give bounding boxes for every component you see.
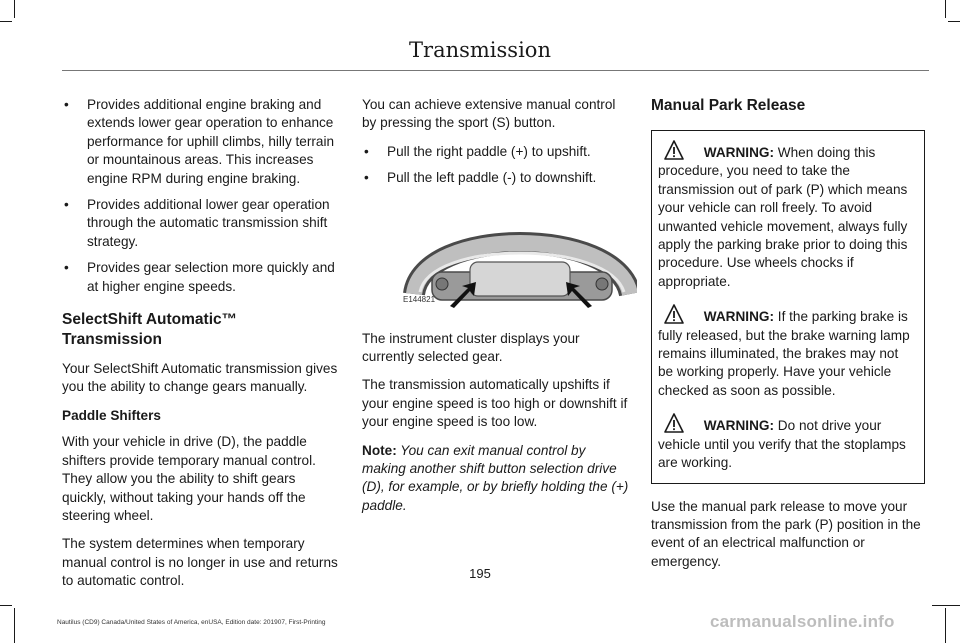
steering-wheel-figure <box>402 196 637 316</box>
figure-code: E144821 <box>403 295 436 305</box>
warning-triangle-icon <box>664 303 700 325</box>
warning-text: Do not drive your vehicle until you verify that the stoplamps are working. <box>658 418 906 471</box>
watermark: carmanualsonline.info <box>710 612 895 631</box>
list-item <box>62 196 338 251</box>
column-left <box>62 96 338 601</box>
warning-label: WARNING: <box>703 418 775 434</box>
page-number: 195 <box>469 566 491 581</box>
bullet-glyph: • <box>364 143 369 159</box>
paragraph: The transmission automatically upshifts if your engine speed is too high or downshift if your engine speed is too low. <box>362 377 628 430</box>
paragraph: Your SelectShift Automatic transmission gives you the ability to change gears manually. <box>62 361 338 395</box>
list-item <box>362 143 632 161</box>
list-item-text: Provides gear selection more quickly and at higher engine speeds. <box>87 260 335 294</box>
crop-mark-top-left-h <box>0 21 12 22</box>
paragraph: The instrument cluster displays your currently selected gear. <box>362 330 580 365</box>
warning-triangle-icon <box>664 412 700 434</box>
bullet-glyph: • <box>64 97 69 112</box>
list-item-text: Provides additional lower gear operation through the automatic transmission shift strategy. <box>87 197 330 249</box>
bullet-glyph: • <box>364 170 369 186</box>
section-heading: Manual Park Release <box>651 97 806 114</box>
warning-item <box>658 139 916 291</box>
warning-triangle-icon <box>664 139 700 161</box>
warning-label: WARNING: <box>703 309 775 325</box>
paragraph: You can achieve extensive manual control by pressing the sport (S) button. <box>362 97 616 131</box>
list-item-text: Pull the left paddle (-) to downshift. <box>387 170 597 186</box>
crop-mark-bottom-left-h <box>0 605 12 606</box>
crop-mark-bottom-left <box>14 608 15 643</box>
footer-edition: Nautilus (CD9) Canada/United States of America, enUSA, Edition date: 201907, First-Printing <box>57 619 326 626</box>
warning-text: When doing this procedure, you need to take the transmission out of park (P) which means your vehicle can roll freely. To avoid unwanted vehicle movement, always fully apply the parking brake prior to doing this procedure. Use wheels chocks if appropriate. <box>658 145 908 289</box>
column-middle <box>362 96 632 525</box>
paragraph: With your vehicle in drive (D), the paddle shifters provide temporary manual control. They allow you the ability to shift gears quickly, without taking your hands off the steering wheel. <box>62 434 316 523</box>
list-item-text: Pull the right paddle (+) to upshift. <box>387 143 591 159</box>
warning-text: If the parking brake is fully released, but the brake warning lamp remains illuminated, the brakes may not be working properly. Have your vehicle checked as soon as possible. <box>658 309 910 398</box>
crop-mark-bottom-right <box>945 608 946 643</box>
subheading: Paddle Shifters <box>62 407 161 423</box>
page-title: Transmission <box>409 38 551 62</box>
bullet-glyph: • <box>64 260 69 276</box>
list-item <box>62 96 338 188</box>
crop-mark-top-right-h <box>948 21 960 22</box>
note-label: Note: <box>362 442 397 458</box>
note <box>362 442 632 516</box>
paragraph: Use the manual park release to move your transmission from the park (P) position in the event of an electrical malfunction or emergency. <box>651 498 921 569</box>
header-rule <box>62 70 929 71</box>
warning-box <box>651 130 925 484</box>
crop-mark-bottom-right-h <box>932 605 960 606</box>
warning-label: WARNING: <box>703 145 775 160</box>
section-heading: SelectShift Automatic™ Transmission <box>62 311 238 349</box>
list-item-text: Provides additional engine braking and extends lower gear operation to enhance performance for uphill climbs, hilly terrain or mountainous areas. This increases engine RPM during engine braking. <box>87 97 335 186</box>
steering-wheel-illustration <box>402 196 637 316</box>
crop-mark-top-right <box>945 0 946 18</box>
column-right <box>651 96 925 581</box>
warning-item <box>658 303 916 400</box>
crop-mark-top-left <box>14 0 15 18</box>
list-item <box>362 169 632 187</box>
list-item <box>62 259 338 296</box>
warning-item <box>658 412 916 472</box>
note-text: You can exit manual control by making another shift button selection drive (D), for example, or by briefly holding the (+) paddle. <box>362 442 629 513</box>
paragraph: The system determines when temporary manual control is no longer in use and returns to automatic control. <box>62 536 338 589</box>
bullet-glyph: • <box>64 197 69 213</box>
